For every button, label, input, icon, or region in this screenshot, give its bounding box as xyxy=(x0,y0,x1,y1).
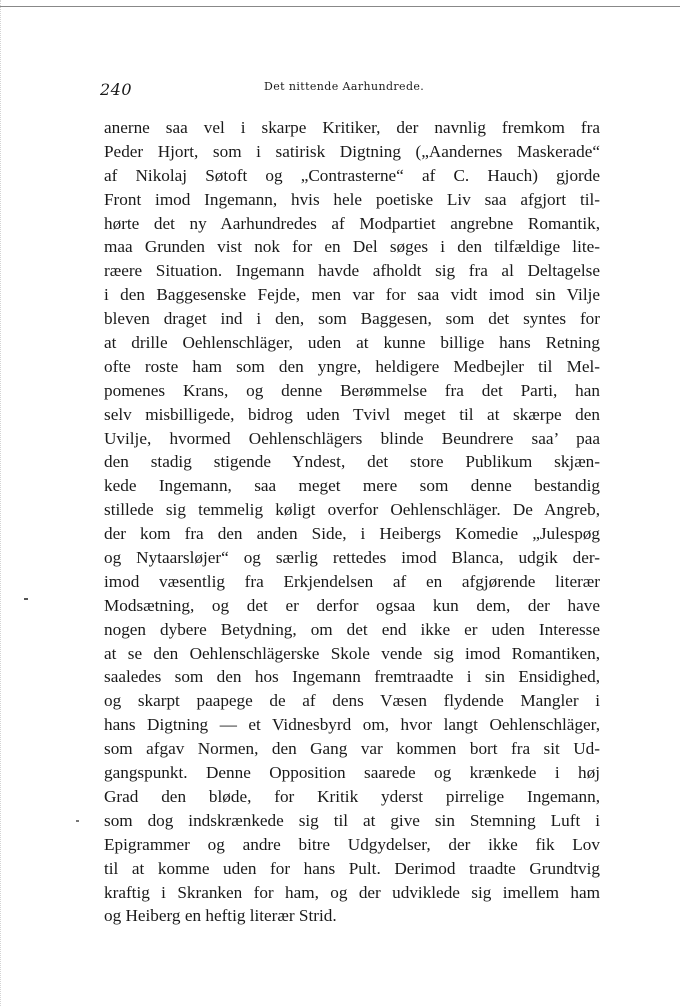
text-line: Grad den bløde, for Kritik yderst pirrelige Ingemann, xyxy=(104,786,600,806)
page-header xyxy=(100,78,600,102)
text-line: Front imod Ingemann, hvis hele poetiske Liv saa afgjort til- xyxy=(104,189,600,209)
text-line: og Heiberg en heftig literær Strid. xyxy=(104,906,337,926)
text-line: hørte det ny Aarhundredes af Modpartiet angrebne Romantik, xyxy=(104,213,600,233)
top-rule xyxy=(0,6,680,7)
text-line: selv misbilligede, bidrog uden Tvivl meget til at skærpe den xyxy=(104,404,600,424)
text-line: af Nikolaj Søtoft og „Contrasterne“ af C. Hauch) gjorde xyxy=(104,165,600,185)
body-text xyxy=(104,116,600,928)
text-line: i den Baggesenske Fejde, men var for saa vidt imod sin Vilje xyxy=(104,285,600,305)
text-line: Modsætning, og det er derfor ogsaa kun dem, der have xyxy=(104,595,600,615)
text-line: saaledes som den hos Ingemann fremtraadte i sin Ensidighed, xyxy=(104,667,600,687)
text-line: ræere Situation. Ingemann havde afholdt sig fra al Deltagelse xyxy=(104,261,600,281)
text-line: ofte roste ham som den yngre, heldigere Medbejler til Mel- xyxy=(104,356,600,376)
scan-speck xyxy=(24,598,28,600)
page-left-edge xyxy=(0,0,4,1006)
scan-speck xyxy=(76,820,79,822)
text-line: bleven draget ind i den, som Baggesen, som det syntes for xyxy=(104,309,600,329)
text-line: gangspunkt. Denne Opposition saarede og krænkede i høj xyxy=(104,763,600,783)
text-line: imod væsentlig fra Erkjendelsen af en afgjørende literær xyxy=(104,571,600,591)
text-line: pomenes Krans, og denne Berømmelse fra det Parti, han xyxy=(104,380,600,400)
text-line: at se den Oehlenschlägerske Skole vende sig imod Romantiken, xyxy=(104,643,600,663)
text-line: og Nytaarsløjer“ og særlig rettedes imod Blanca, udgik der- xyxy=(104,548,600,568)
text-line: at drille Oehlenschläger, uden at kunne billige hans Retning xyxy=(104,333,600,353)
text-line: stillede sig temmelig køligt overfor Oehlenschläger. De Angreb, xyxy=(104,500,600,520)
text-line: der kom fra den anden Side, i Heibergs Komedie „Julespøg xyxy=(104,524,600,544)
text-line: kraftig i Skranken for ham, og der udviklede sig imellem ham xyxy=(104,882,600,902)
text-line: hans Digtning — et Vidnesbyrd om, hvor langt Oehlenschläger, xyxy=(104,715,600,735)
text-line: Epigrammer og andre bitre Udgydelser, der ikke fik Lov xyxy=(104,834,600,854)
text-line: den stadig stigende Yndest, det store Publikum skjæn- xyxy=(104,452,600,472)
running-head: Det nittende Aarhundrede. xyxy=(264,80,425,93)
text-line: som afgav Normen, den Gang var kommen bort fra sit Ud- xyxy=(104,739,600,759)
text-line: Peder Hjort, som i satirisk Digtning („Aandernes Maskerade“ xyxy=(104,141,600,161)
text-line: maa Grunden vist nok for en Del søges i den tilfældige lite- xyxy=(104,237,600,257)
text-line: til at komme uden for hans Pult. Derimod traadte Grundtvig xyxy=(104,858,600,878)
text-line: Uvilje, hvormed Oehlenschlägers blinde Beundrere saa’ paa xyxy=(104,428,600,448)
text-line: og skarpt paapege de af dens Væsen flydende Mangler i xyxy=(104,691,600,711)
text-line: som dog indskrænkede sig til at give sin Stemning Luft i xyxy=(104,810,600,830)
text-line: nogen dybere Betydning, om det end ikke er uden Interesse xyxy=(104,619,600,639)
text-line: kede Ingemann, saa meget mere som denne bestandig xyxy=(104,476,600,496)
page-number: 240 xyxy=(100,80,133,99)
text-line: anerne saa vel i skarpe Kritiker, der navnlig fremkom fra xyxy=(104,118,600,137)
